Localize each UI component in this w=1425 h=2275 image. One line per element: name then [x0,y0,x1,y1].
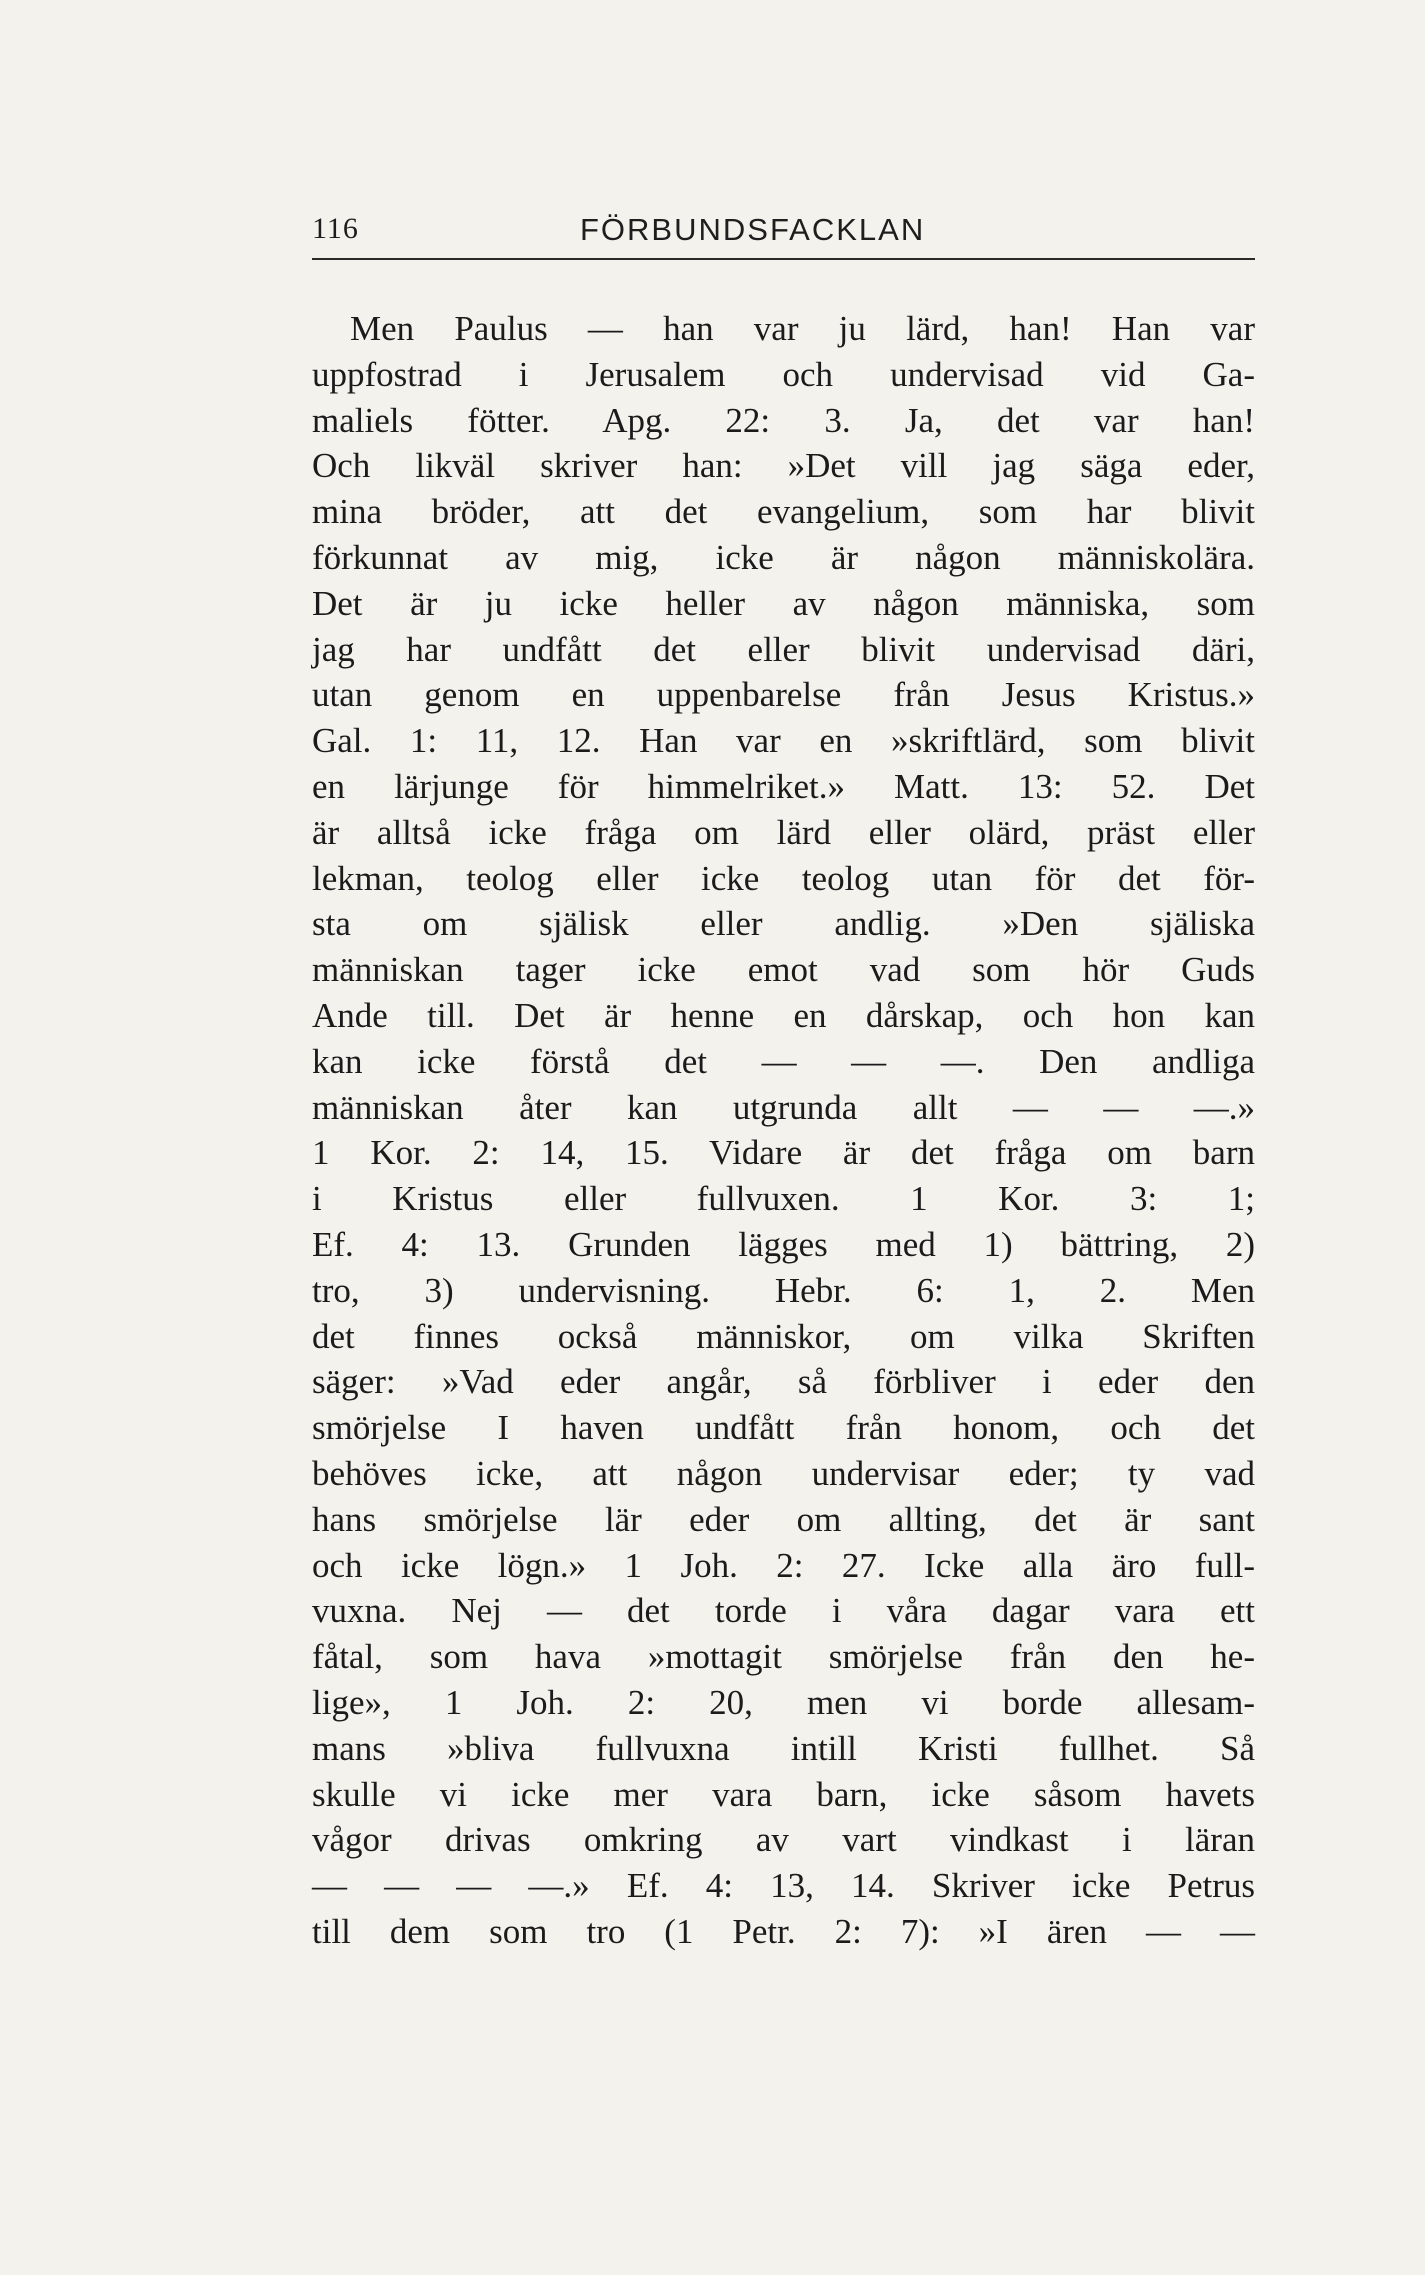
text-line: människan åter kan utgrunda allt — — —.» [312,1087,1255,1127]
text-line: vuxna. Nej — det torde i våra dagar vara ett [312,1591,1255,1631]
text-line: mans »bliva fullvuxna intill Kristi fullhet. Så [312,1728,1255,1768]
text-line: och icke lögn.» 1 Joh. 2: 27. Icke alla äro full- [312,1545,1255,1585]
text-line: Och likväl skriver han: »Det vill jag säga eder, [312,446,1255,486]
text-line: det finnes också människor, om vilka Skriften [312,1316,1255,1356]
text-line: Gal. 1: 11, 12. Han var en »skriftlärd, som blivit [312,721,1255,761]
text-line: säger: »Vad eder angår, så förbliver i eder den [312,1362,1255,1402]
page-header [312,208,1255,260]
text-line: kan icke förstå det — — —. Den andliga [312,1041,1255,1081]
text-line: lige», 1 Joh. 2: 20, men vi borde allesam- [312,1682,1255,1722]
text-line: 1 Kor. 2: 14, 15. Vidare är det fråga om barn [312,1133,1255,1173]
text-line: Men Paulus — han var ju lärd, han! Han var [350,309,1255,348]
text-line: fåtal, som hava »mottagit smörjelse från den he- [312,1637,1255,1677]
text-line: jag har undfått det eller blivit undervisad däri, [312,629,1255,669]
text-line: skulle vi icke mer vara barn, icke såsom havets [312,1774,1255,1814]
running-title: FÖRBUNDSFACKLAN [580,212,926,247]
text-line: utan genom en uppenbarelse från Jesus Kristus.» [312,675,1255,715]
text-line: är alltså icke fråga om lärd eller olärd, präst eller [312,812,1255,852]
text-line: — — — —.» Ef. 4: 13, 14. Skriver icke Petrus [312,1866,1255,1906]
text-line: smörjelse I haven undfått från honom, och det [312,1408,1255,1448]
text-line: mina bröder, att det evangelium, som har blivit [312,492,1255,532]
text-line: sta om själisk eller andlig. »Den själiska [312,904,1255,944]
text-line: tro, 3) undervisning. Hebr. 6: 1, 2. Men [312,1270,1255,1310]
text-line: Det är ju icke heller av någon människa, som [312,583,1255,623]
text-line: i Kristus eller fullvuxen. 1 Kor. 3: 1; [312,1179,1255,1219]
text-line: behöves icke, att någon undervisar eder; ty vad [312,1453,1255,1493]
page-number: 116 [312,212,359,245]
text-line: förkunnat av mig, icke är någon människolära. [312,537,1255,577]
text-line: lekman, teolog eller icke teolog utan för det för- [312,858,1255,898]
text-line: maliels fötter. Apg. 22: 3. Ja, det var han! [312,400,1255,440]
text-line: till dem som tro (1 Petr. 2: 7): »I ären — — [312,1911,1255,1951]
text-line: hans smörjelse lär eder om allting, det är sant [312,1499,1255,1539]
text-line: människan tager icke emot vad som hör Guds [312,950,1255,990]
text-line: en lärjunge för himmelriket.» Matt. 13: 52. Det [312,766,1255,806]
text-line: Ef. 4: 13. Grunden lägges med 1) bättring, 2) [312,1224,1255,1264]
text-line: Ande till. Det är henne en dårskap, och hon kan [312,995,1255,1035]
text-line: vågor drivas omkring av vart vindkast i läran [312,1820,1255,1860]
body-text [312,306,1255,1955]
text-line: uppfostrad i Jerusalem och undervisad vid Ga- [312,354,1255,394]
